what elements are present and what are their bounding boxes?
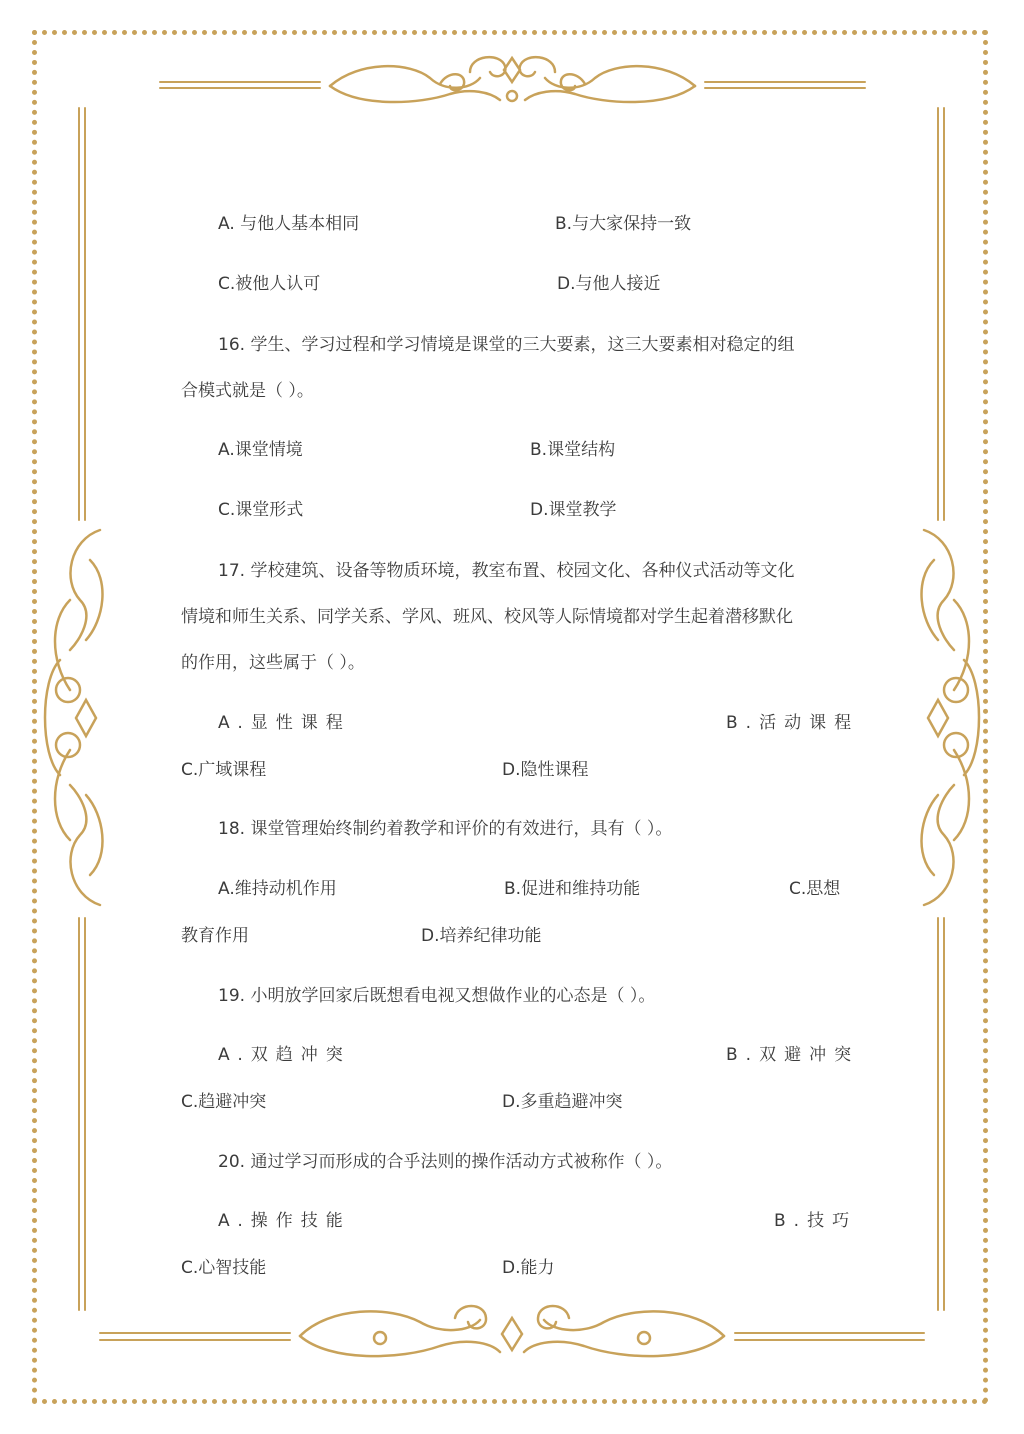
- q16-stem-line2: 合模式就是（ ）。: [181, 381, 314, 401]
- q18-option-c-part1: C.思想: [789, 879, 841, 899]
- q17-stem-line3: 的作用，这些属于（ ）。: [181, 653, 365, 673]
- q16-option-d: D.课堂教学: [530, 500, 617, 520]
- q18-option-d: D.培养纪律功能: [421, 926, 542, 946]
- q17-option-b: B.活动课程: [726, 713, 860, 733]
- q19-option-d: D.多重趋避冲突: [502, 1092, 623, 1112]
- q19-option-a: A.双趋冲突: [218, 1045, 351, 1065]
- q16-stem-line1: 16. 学生、学习过程和学习情境是课堂的三大要素，这三大要素相对稳定的组: [218, 335, 795, 355]
- q16-option-c: C.课堂形式: [218, 500, 304, 520]
- q19-option-c: C.趋避冲突: [181, 1092, 267, 1112]
- q17-stem-line2: 情境和师生关系、同学关系、学风、班风、校风等人际情境都对学生起着潜移默化: [181, 607, 793, 627]
- q16-option-a: A.课堂情境: [218, 440, 303, 460]
- q15-option-c: C.被他人认可: [218, 274, 321, 294]
- q17-stem-line1: 17. 学校建筑、设备等物质环境，教室布置、校园文化、各种仪式活动等文化: [218, 561, 795, 581]
- q18-option-a: A.维持动机作用: [218, 879, 337, 899]
- q16-option-b: B.课堂结构: [530, 440, 616, 460]
- q17-option-d: D.隐性课程: [502, 760, 589, 780]
- q20-option-c: C.心智技能: [181, 1258, 267, 1278]
- q20-option-a: A.操作技能: [218, 1211, 351, 1231]
- q15-option-b: B.与大家保持一致: [555, 214, 692, 234]
- q17-option-a: A.显性课程: [218, 713, 351, 733]
- q17-option-c: C.广域课程: [181, 760, 267, 780]
- q15-option-d: D.与他人接近: [557, 274, 661, 294]
- q15-option-a: A. 与他人基本相同: [218, 214, 360, 234]
- q20-option-d: D.能力: [502, 1258, 555, 1278]
- q19-option-b: B.双避冲突: [726, 1045, 860, 1065]
- q20-stem-line1: 20. 通过学习而形成的合乎法则的操作活动方式被称作（ ）。: [218, 1152, 673, 1172]
- q18-option-b: B.促进和维持功能: [504, 879, 641, 899]
- q18-option-c-part2: 教育作用: [181, 926, 249, 946]
- q19-stem-line1: 19. 小明放学回家后既想看电视又想做作业的心态是（ ）。: [218, 986, 656, 1006]
- q18-stem-line1: 18. 课堂管理始终制约着教学和评价的有效进行，具有（ ）。: [218, 819, 673, 839]
- q20-option-b: B.技巧: [774, 1211, 858, 1231]
